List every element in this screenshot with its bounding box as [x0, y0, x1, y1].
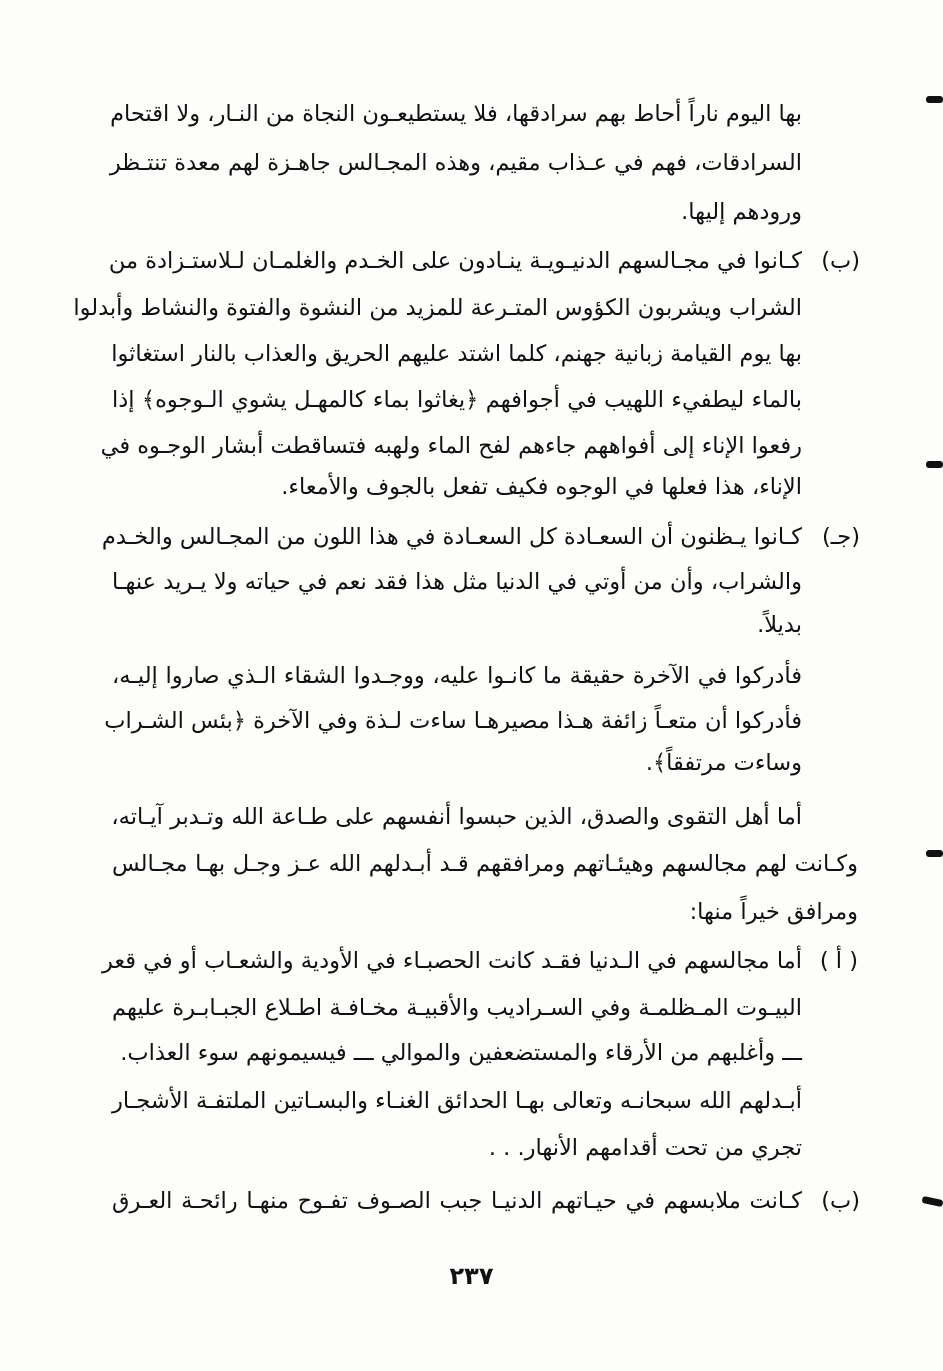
- text-line: والشراب، وأن من أوتي في الدنيا مثل هذا فقد نعم في حياته ولا يـريد عنهـا: [112, 569, 802, 595]
- text-line: وساءت مرتفقاً﴾.: [645, 750, 802, 776]
- text-line: فأدركوا أن متعـاً زائفة هـذا مصيرهـا ساءت لـذة وفي الآخرة ﴿بئس الشـراب: [104, 708, 802, 734]
- scan-edge-mark: [922, 1196, 943, 1207]
- text-line: بها يوم القيامة زبانية جهنم، كلما اشتد عليهم الحريق والعذاب بالنار استغاثوا: [111, 341, 802, 367]
- page-number: ٢٣٧: [449, 1262, 494, 1290]
- item-marker-alif: ( أ ): [819, 948, 858, 974]
- item-marker-ba: (ب): [821, 248, 860, 274]
- scan-edge-mark: [926, 461, 943, 468]
- text-line: البيـوت المـظلمـة وفي السـراديب والأقبيـة مخـافـة اطـلاع الجبـابـرة عليهم: [112, 995, 802, 1021]
- text-line: فأدركوا في الآخرة حقيقة ما كانـوا عليه، ووجـدوا الشقاء الـذي صاروا إليـه،: [112, 663, 802, 689]
- text-line: كـانوا يـظنون أن السعـادة كل السعـادة في هذا اللون من المجـالس والخـدم: [101, 524, 802, 550]
- text-line: وكـانت لهم مجالسهم وهيئـاتهم ومرافقهم قـد أبـدلهم الله عـز وجـل بهـا مجـالس: [112, 851, 858, 877]
- text-line: ورودهم إليها.: [681, 199, 802, 225]
- text-line: كـانوا في مجـالسهم الدنيـويـة ينـادون على الخـدم والغلمـان لـلاستـزادة من: [108, 248, 802, 274]
- text-line: بديلاً.: [757, 612, 802, 638]
- item-marker-ba: (ب): [821, 1188, 860, 1214]
- text-line: أما أهل التقوى والصدق، الذين حبسوا أنفسهم على طـاعة الله وتـدبر آيـاته،: [111, 804, 802, 830]
- text-line: الإناء، هذا فعلها في الوجوه فكيف تفعل بالجوف والأمعاء.: [281, 474, 802, 500]
- text-line: الشراب ويشربون الكؤوس المتـرعة للمزيد من النشوة والفتوة والنشاط وأبدلوا: [73, 295, 802, 321]
- text-line: ومرافق خيراً منها:: [689, 899, 858, 925]
- text-line: بها اليوم ناراً أحاط بهم سرادقها، فلا يستطيعـون النجاة من النـار، ولا اقتحام: [110, 101, 802, 127]
- text-line: بالماء ليطفيء اللهيب في أجوافهم ﴿يغاثوا بماء كالمهـل يشوي الـوجوه﴾ إذا: [112, 387, 802, 413]
- scan-edge-mark: [926, 96, 943, 103]
- text-line: ـــ وأغلبهم من الأرقاء والمستضعفين والموالي ـــ فيسيمونهم سوء العذاب.: [120, 1040, 802, 1066]
- text-line: تجري من تحت أقدامهم الأنهار. . .: [488, 1135, 802, 1161]
- scan-edge-mark: [926, 850, 943, 857]
- text-line: رفعوا الإناء إلى أفواههم جاءهم لفح الماء ولهبه فتساقطت أبشار الوجـوه في: [100, 433, 802, 459]
- text-line: أما مجالسهم في الـدنيا فقـد كانت الحصبـاء في الأودية والشعـاب أو في قعر: [101, 948, 802, 974]
- item-marker-jim: (جـ): [821, 524, 860, 550]
- text-line: كـانت ملابسهم في حيـاتهم الدنيـا جبب الصـوف تفـوح منهـا رائحـة العـرق: [112, 1188, 802, 1214]
- text-line: أبـدلهم الله سبحانـه وتعالى بهـا الحدائق الغنـاء والبسـاتين الملتفـة الأشجـار: [112, 1088, 802, 1114]
- text-line: السرادقات، فهم في عـذاب مقيم، وهذه المجـالس جاهـزة لهم معدة تنتـظر: [109, 150, 802, 176]
